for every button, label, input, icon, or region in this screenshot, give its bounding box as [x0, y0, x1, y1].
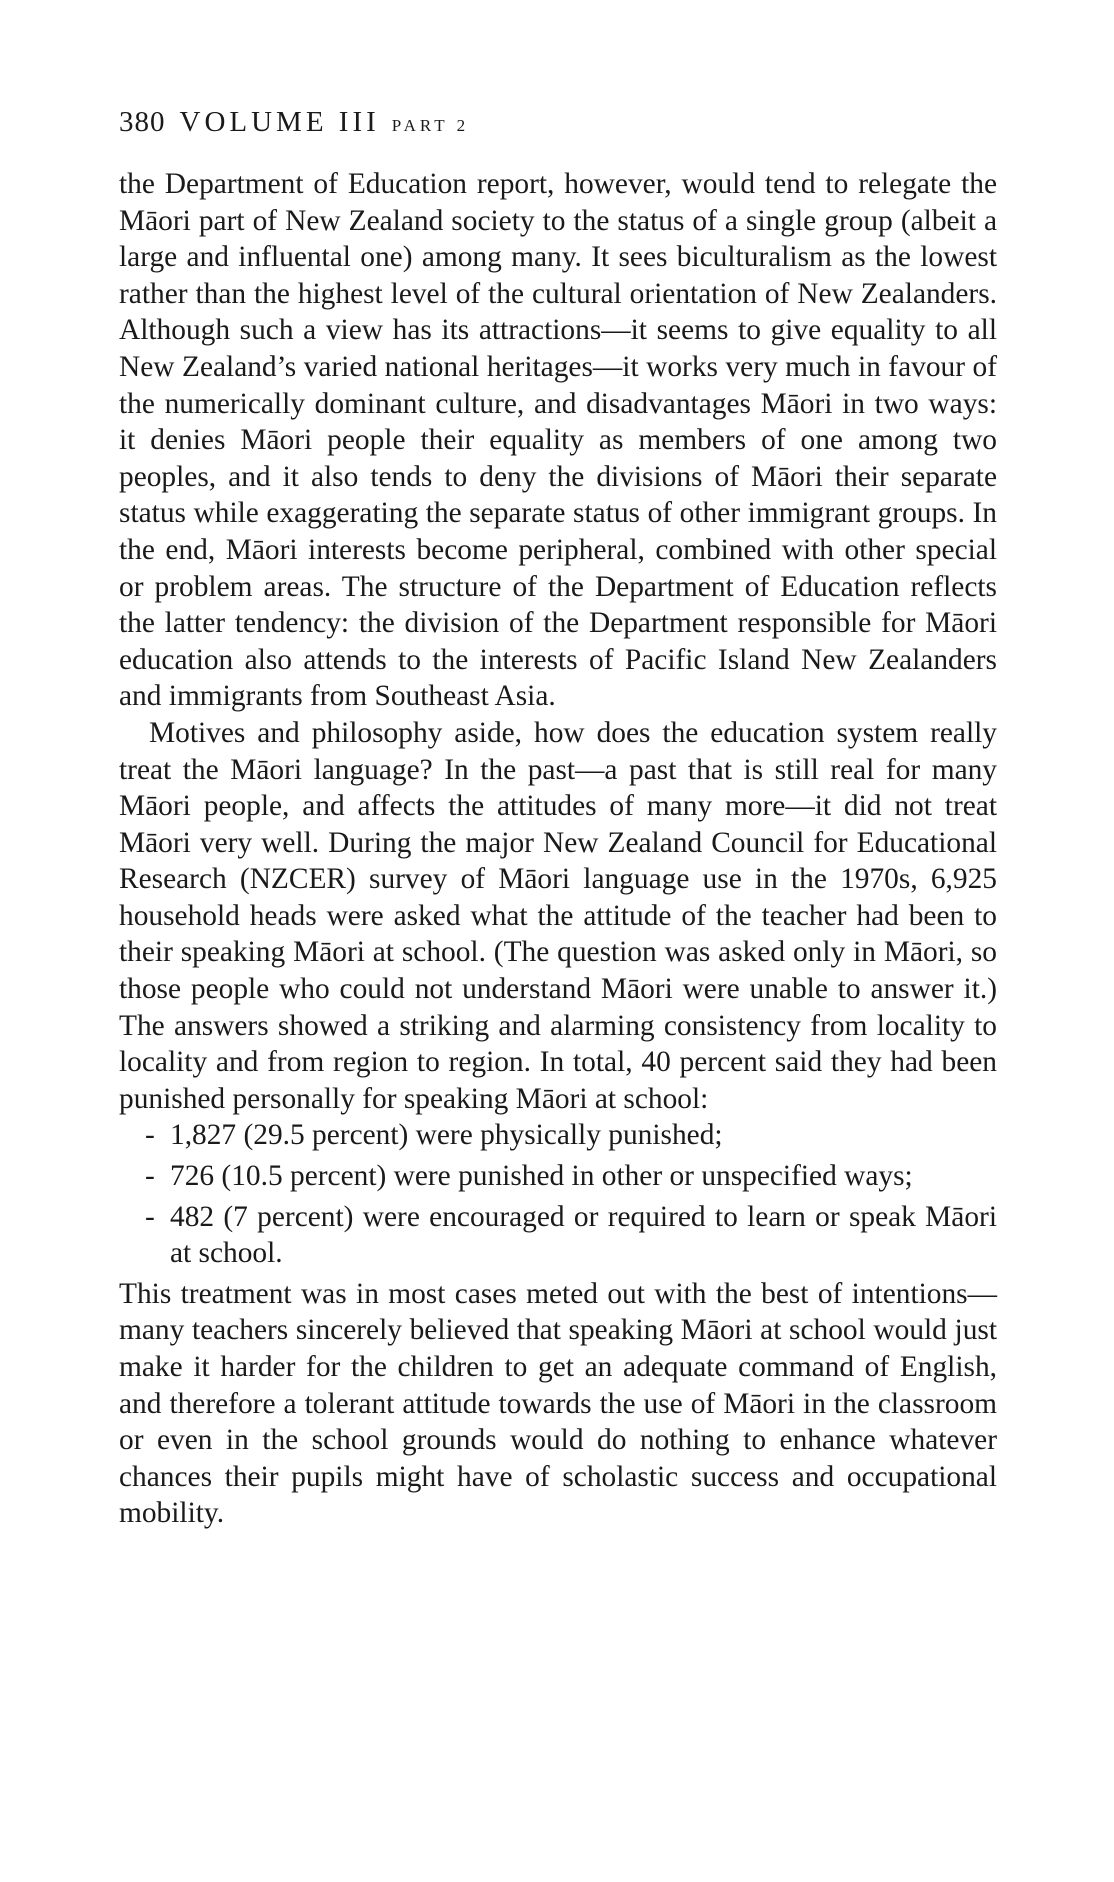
paragraph-continued: the Department of Education report, however, would tend to relegate the Māori part of New Zealand society to the status of a single group (albeit a large and influental one) among many. It sees biculturalism as the lowest rather than the highest level of the cultural orientation of New Zealanders. Although such a view has its attractions—it seems to give equality to all New Zealand’s varied national heritages—it works very much in favour of the numerically dominant culture, and disadvantages Māori in two ways: it denies Māori people their equality as members of one among two peoples, and it also tends to deny the divisions of Māori their separate status while exaggerating the separate status of other immigrant groups. In the end, Māori interests become peripheral, combined with other special or problem areas. The structure of the Department of Education reflects the latter tendency: the division of the Department responsible for Māori education also attends to the interests of Pacific Island New Zealanders and immigrants from Southeast Asia. [119, 168, 997, 713]
paragraph-education-treatment: Motives and philosophy aside, how does the education system really treat the Māori language? In the past—a past that is still real for many Māori people, and affects the attitudes of many more—it did not treat Māori very well. During the major New Zealand Council for Educational Research (NZCER) survey of Māori language use in the 1970s, 6,925 household heads were asked what the attitude of the teacher had been to their speaking Māori at school. (The question was asked only in Māori, so those people who could not understand Māori were unable to answer it.) The answers showed a striking and alarming consistency from locality to locality and from region to region. In total, 40 percent said they had been punished personally for speaking Māori at school: [119, 716, 997, 1115]
list-item: - 1,827 (29.5 percent) were physically punished; [119, 1117, 997, 1154]
punishment-statistics-list [119, 1117, 997, 1271]
list-dash: - [145, 1119, 155, 1152]
book-page [119, 100, 997, 1532]
running-head [119, 100, 997, 144]
list-item: - 482 (7 percent) were encouraged or required to learn or speak Māori at school. [145, 1200, 997, 1270]
part-label: PART 2 [391, 116, 470, 135]
page-number: 380 [119, 106, 166, 138]
list-dash: - [145, 1160, 155, 1193]
list-dash: - [145, 1200, 155, 1233]
list-item: - 726 (10.5 percent) were punished in other or unspecified ways; [119, 1158, 997, 1195]
volume-label: VOLUME III [179, 106, 380, 138]
paragraph-teacher-intentions: This treatment was in most cases meted out with the best of intentions—many teachers sincerely believed that speaking Māori at school would just make it harder for the children to get an adequate command of English, and therefore a tolerant attitude towards the use of Māori in the classroom or even in the school grounds would do nothing to enhance whatever chances their pupils might have of scholastic success and occupational mobility. [119, 1277, 997, 1530]
